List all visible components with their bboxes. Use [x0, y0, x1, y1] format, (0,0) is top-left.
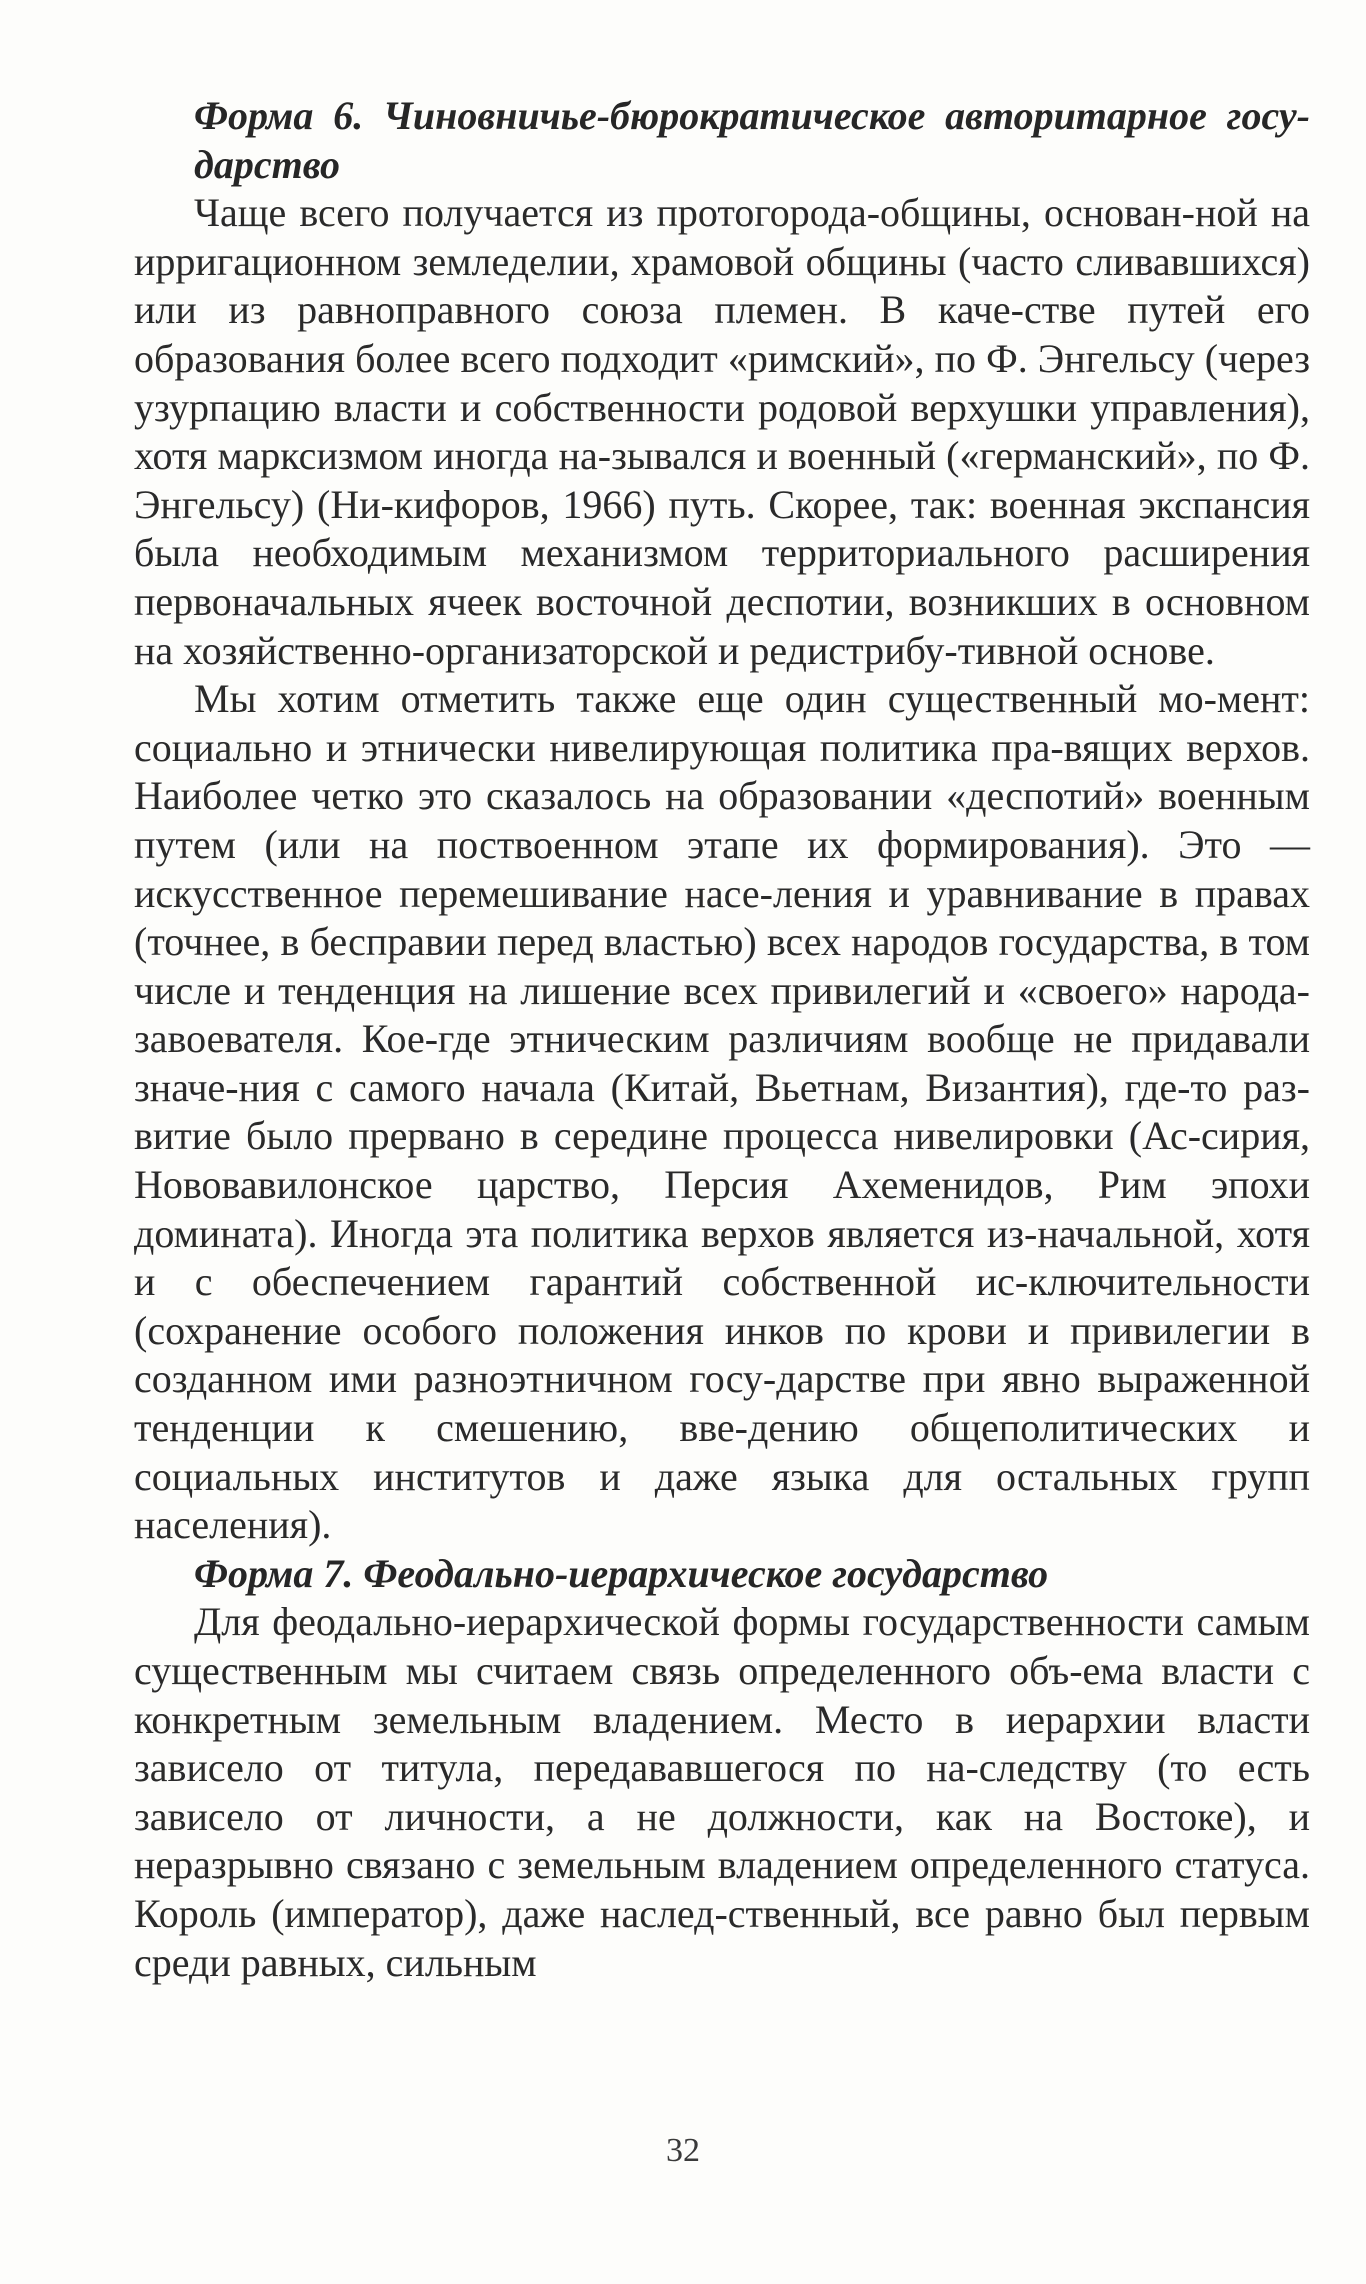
paragraph-form-6-origins: Чаще всего получается из протогорода-общины, основан-ной на ирригационном земледелии, храмовой общины (часто сливавшихся) или из равноправного союза племен. В каче-стве путей его образования более всего подходит «римский», по Ф. Энгельсу (через узурпацию власти и собственности родовой верхушки управления), хотя марксизмом иногда на-зывался и военный («германский», по Ф. Энгельсу) (Ни-кифоров, 1966) путь. Скорее, так: военная экспансия была необходимым механизмом территориального расширения первоначальных ячеек восточной деспотии, возникших в основном на хозяйственно-организаторской и редистрибу-тивной основе.: [134, 190, 1310, 673]
paragraph-form-7-feudal-hierarchy: Для феодально-иерархической формы государственности самым существенным мы считаем связь определенного объ-ема власти с конкретным земельным владением. Место в иерархии власти зависело от титула, передававшегося по на-следству (то есть зависело от личности, а не должности, как на Востоке), и неразрывно связано с земельным владением определенного статуса. Король (император), даже наслед-ственный, все равно был первым среди равных, сильным: [134, 1599, 1310, 1985]
section-heading-form-7: Форма 7. Феодально-иерархическое государство: [194, 1550, 1049, 1596]
page-number: 32: [666, 2132, 700, 2169]
paragraph-form-6-leveling-policy: Мы хотим отметить также еще один существенный мо-мент: социально и этнически нивелирующая политика пра-вящих верхов. Наиболее четко это сказалось на образовании «деспотий» военным путем (или на поствоенном этапе их формирования). Это — искусственное перемешивание насе-ления и уравнивание в правах (точнее, в бесправии перед властью) всех народов государства, в том числе и тенденция на лишение всех привилегий и «своего» народа-завоевателя. Кое-где этническим различиям вообще не придавали значе-ния с самого начала (Китай, Вьетнам, Византия), где-то раз-витие было прервано в середине процесса нивелировки (Ас-сирия, Нововавилонское царство, Персия Ахеменидов, Рим эпохи домината). Иногда эта политика верхов является из-начальной, хотя и с обеспечением гарантий собственной ис-ключительности (сохранение особого положения инков по крови и привилегии в созданном ими разноэтничном госу-дарстве при явно выраженной тенденции к смешению, вве-дению общеполитических и социальных институтов и даже языка для остальных групп населения).: [134, 676, 1310, 1548]
section-heading-form-6: Форма 6. Чиновничье-бюрократическое авторитарное госу-дарство: [194, 93, 1310, 187]
text-column: [134, 92, 1310, 1987]
